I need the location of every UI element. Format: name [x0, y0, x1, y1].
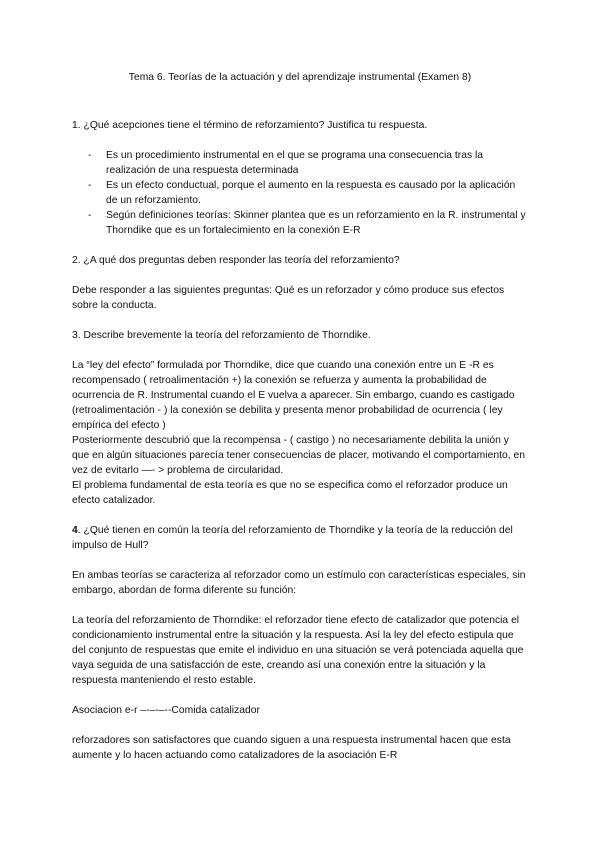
- answer-4-paragraph-3: Asociacion e-r –-–-–--Comida catalizador: [72, 705, 260, 716]
- dash-bullet: -: [88, 210, 92, 221]
- answer-4-paragraph-1: En ambas teorías se caracteriza al reforzador como un estímulo con características especiales, sin embargo, abordan de forma diferente su función:: [72, 570, 526, 596]
- question-2: 2. ¿A qué dos preguntas deben responder las teoría del reforzamiento?: [72, 255, 400, 266]
- list-item: [72, 208, 528, 238]
- list-item-text: Es un efecto conductual, porque el aumento en la respuesta es causado por la aplicación de un reforzamiento.: [106, 180, 516, 206]
- question-1: 1. ¿Qué acepciones tiene el término de reforzamiento? Justifica tu respuesta.: [72, 120, 428, 131]
- answer-3-paragraph-1: La “ley del efecto” formulada por Thorndike, dice que cuando una conexión entre un E -R es recompensado ( retroalimentación +) la conexión se refuerza y aumenta la probabilidad de ocurrencia de R. Instrumental cuando el E vuelva a aparecer. Sin embargo, cuando es castigado (retroalimentación - ) la conexión se debilita y presenta menor probabilidad de ocurrencia ( ley empírica del efecto ): [72, 360, 515, 431]
- dash-bullet: -: [88, 150, 92, 161]
- question-4-number: 4: [72, 525, 78, 536]
- list-item: [72, 148, 528, 178]
- list-item: [72, 178, 528, 208]
- question-3: 3. Describe brevemente la teoría del reforzamiento de Thorndike.: [72, 330, 371, 341]
- answer-2: Debe responder a las siguientes preguntas: Qué es un reforzador y cómo produce sus efectos sobre la conducta.: [72, 285, 505, 311]
- list-item-text: Según definiciones teorías: Skinner plantea que es un reforzamiento en la R. instrumental y Thorndike que es un fortalecimiento en la conexión E-R: [106, 210, 526, 236]
- answer-4-paragraph-2: La teoría del reforzamiento de Thorndike: el reforzador tiene efecto de catalizador que potencia el condicionamiento instrumental entre la situación y la respuesta. Así la ley del efecto estipula que del conjunto de respuestas que emite el individuo en una situación se verá potenciada aquella que vaya seguida de una satisfacción de este, creando así una conexión entre la situación y la respuesta manteniendo el resto estable.: [72, 615, 524, 686]
- page-title: Tema 6. Teorías de la actuación y del aprendizaje instrumental (Examen 8): [128, 72, 472, 83]
- question-4: [72, 523, 528, 553]
- answer-4-paragraph-4: reforzadores son satisfactores que cuando siguen a una respuesta instrumental hacen que esta aumente y lo hacen actuando como catalizadores de la asociación E-R: [72, 735, 511, 761]
- answer-3-paragraph-2: Posteriormente descubrió que la recompensa - ( castigo ) no necesariamente debilita la unión y que en algún situaciones parecía tener consecuencias de placer, motivando el comportamiento, en vez de evitarlo —- > problema de circularidad.: [72, 435, 525, 476]
- question-4-text: . ¿Qué tienen en común la teoría del reforzamiento de Thorndike y la teoría de la reducción del impulso de Hull?: [72, 525, 513, 551]
- dash-bullet: -: [88, 180, 92, 191]
- answer-1-list: [72, 148, 528, 238]
- answer-3-paragraph-3: El problema fundamental de esta teoría es que no se especifica como el reforzador produce un efecto catalizador.: [72, 480, 508, 506]
- list-item-text: Es un procedimiento instrumental en el que se programa una consecuencia tras la realización de una respuesta determinada: [106, 150, 484, 176]
